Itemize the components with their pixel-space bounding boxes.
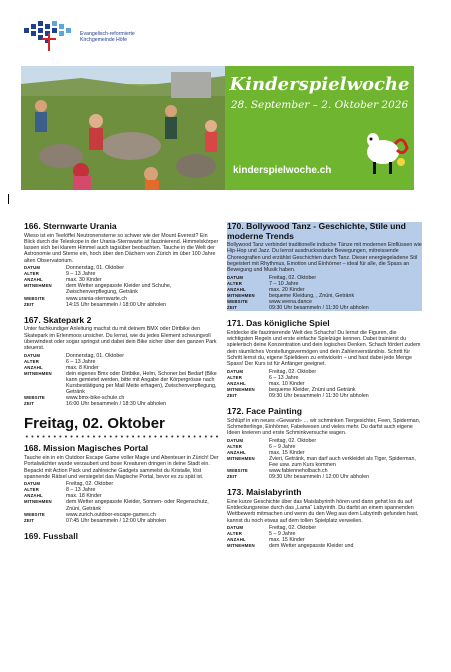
event-title: 166. Sternwarte Urania	[24, 221, 117, 231]
website-link[interactable]: www.zurich.outdoor-escape-games.ch	[66, 511, 156, 518]
detail-row: ANZAHL max. 20 Kinder	[227, 287, 422, 293]
day-heading: Freitag, 02. Oktober	[24, 415, 165, 433]
right-column	[227, 222, 422, 557]
event-description: Schlüpf in ein neues «Gewand» … wir schminken Tiergesichter, Feen, Spiderman, Schmetterlinge, Einhörner, Fabelwesen und vieles mehr. Du darfst auch eigene Ideen kreieren und erste Schminkversuche wagen.	[227, 417, 421, 437]
website-link[interactable]: www.bmx-bike-schule.ch	[66, 395, 125, 402]
detail-row: WEBSITE www.veena.dance	[227, 299, 422, 305]
event-title: 171. Das königliche Spiel	[227, 318, 330, 329]
detail-row: ALTER 6 – 9 Jahre	[227, 443, 296, 450]
event-168	[24, 444, 219, 523]
banner	[21, 66, 414, 190]
banner-url[interactable]: kinderspielwoche.ch	[233, 165, 332, 176]
website-link[interactable]: www.veena.dance	[269, 299, 312, 306]
detail-row: WEBSITE www.urania-sternwarte.ch	[24, 296, 219, 302]
detail-row: ZEIT 14:15 Uhr besammeln / 18:00 Uhr abholen	[24, 301, 167, 308]
detail-row: DATUM Donnerstag, 01. Oktober	[24, 352, 125, 359]
detail-row: ANZAHL max. 18 Kinder	[24, 493, 102, 500]
detail-row: ZEIT 09:30 Uhr besammeln / 12:00 Uhr abholen	[227, 474, 370, 481]
banner-dates: 28. September – 2. Oktober 2026	[230, 99, 409, 111]
detail-row: MITNEHMEN dem Wetter angepasste Kleider und Schuhe, Zwischenverpflegung, Getränk	[24, 283, 172, 296]
children-with-goats-photo	[21, 66, 225, 190]
event-title: 172. Face Painting	[227, 406, 302, 417]
detail-row: DATUM Freitag, 02. Oktober	[227, 275, 422, 281]
dotted-divider	[24, 435, 219, 438]
event-description: Eine kurze Geschichte über das Maislabyrinth hören und dann gehst los du auf Entdeckungsreise durch das „Lama“ Labyrinth. Du darfst an einem spannenden Wettbewerb mitmachen und wenn du den Weg aus dem Labyrinth gefunden hast, kannst du noch etwas auf dem tollen Spielplatz verweilen.	[227, 498, 419, 524]
detail-row: WEBSITE www.fabienneholbach.ch	[227, 468, 422, 474]
left-column	[24, 221, 219, 541]
detail-row: MITNEHMEN dein eigenes Bmx oder Dirtbike, Helm, Schoner bei Bedarf (Bike kann gemietet werden, bitte mit Angabe der Körpergrösse nach Kursbestätigung per Mail Meite erfragen), Zwischenverpflegung, Getränk	[24, 370, 217, 396]
detail-row: MITNEHMEN dem Wetter angepasste Kleider und	[227, 543, 354, 550]
detail-row: ALTER 5 – 9 Jahre	[227, 531, 296, 538]
detail-row: ANZAHL max. 30 Kinder	[24, 277, 102, 284]
detail-row: ALTER 9 – 13 Jahre	[24, 271, 96, 278]
banner-title: Kinderspielwoche	[229, 74, 410, 95]
detail-row: MITNEHMEN Zvieri, Getränk, man darf auch verkleidet als Tiger, Spiderman, Fee usw. zum Kurs kommen	[227, 455, 416, 468]
detail-row: ANZAHL max. 15 Kinder	[227, 537, 305, 544]
detail-row: ZEIT 16:00 Uhr besammeln / 18:30 Uhr abholen	[24, 401, 167, 408]
detail-row: ZEIT 07:45 Uhr besammeln / 12:00 Uhr abholen	[24, 517, 167, 524]
text-cursor	[8, 194, 9, 204]
event-description: Tauche ein in ein Outdoor Escape Game voller Magie und Abenteuer in Zürich! Der Portalwächter wurde verzaubert und bose Kreaturen dringen in deine Stadt ein. Bepackt mit Action Pack und zahlreiche Gadgets sammelst du Kristalle, löst spannende Rätsel und versiegelst das Magische Portal, bevor es zu spät ist.	[24, 454, 219, 480]
event-170-selected[interactable]	[227, 222, 422, 311]
detail-row: ANZAHL max. 15 Kinder	[227, 449, 305, 456]
detail-row: DATUM Donnerstag, 01. Oktober	[24, 265, 125, 272]
event-description: Bollywood Tanz verbindet traditionelle indische Tänze mit modernen Einflüssen wie Hip-Hop und Jazz. Du lernst ausdrucksstarke Bewegungen, mitreissende Choreografien und erzählst Geschichten durch Tanz. Dieser energiegeladene Stil begeistert mit Rhythmus, Emotion und Einhörner – ideal für alle, die Spass an Bewegung und Musik haben.	[227, 242, 422, 274]
event-167	[24, 316, 219, 408]
detail-row: ZEIT 09:30 Uhr besammeln / 11:30 Uhr abholen	[227, 392, 369, 399]
detail-row: ALTER 7 – 10 Jahre	[227, 281, 422, 287]
detail-row: ALTER 8 – 13 Jahre	[24, 487, 96, 494]
sheep-mascot-icon	[361, 122, 411, 180]
detail-row: ANZAHL max. 8 Kinder	[24, 364, 99, 371]
detail-row: DATUM Freitag, 02. Oktober	[227, 525, 317, 531]
event-166	[24, 222, 219, 308]
detail-row: WEBSITE www.bmx-bike-schule.ch	[24, 395, 219, 401]
detail-row: ANZAHL max. 10 Kinder	[227, 380, 305, 387]
event-title: 167. Skatepark 2	[24, 314, 92, 325]
detail-row: DATUM Freitag, 02. Oktober	[24, 481, 114, 488]
detail-row: DATUM Freitag, 02. Oktober	[227, 368, 317, 375]
event-title: 168. Mission Magisches Portal	[24, 443, 149, 454]
church-logo-icon	[22, 18, 72, 52]
organisation-name: Evangelisch-reformierte Kirchgemeinde Höfe	[80, 31, 135, 44]
banner-green-panel	[225, 66, 414, 190]
event-171	[227, 319, 422, 399]
detail-row: WEBSITE www.zurich.outdoor-escape-games.ch	[24, 512, 219, 518]
event-description: Unter fachkundiger Anleitung machst du mit deinem BMX oder Dirtbike den Skatepark im Erlenmoos unsicher. Du lernst, wie du jedes Element schwungvoll überwindest oder sogar springst und dabei dein Bike sicher über den ganzen Park steuerst.	[24, 326, 217, 352]
event-173	[227, 488, 422, 549]
detail-row: DATUM Freitag, 02. Oktober	[227, 437, 317, 444]
event-title: 169. Fussball	[24, 530, 78, 541]
event-172	[227, 407, 422, 480]
website-link[interactable]: www.fabienneholbach.ch	[269, 468, 328, 475]
event-description: Entdecke die faszinierende Welt des Schachs! Du lernst die Figuren, die wichtigsten Regeln und erste einfache Spielzüge kennen. Dabei trainierst du spielerisch deine Konzentration und dein logisches Denken. Schach fördert zudem dein räumliches Vorstellungsvermögen und dein Zahlenverständnis. Schritt für Schritt lernst du, eigene Spielideen zu entwickeln – und hast dabei jede Menge Spass! Der Kurs ist für Anfänger geeignet.	[227, 329, 421, 368]
detail-row: MITNEHMEN bequeme Kleidung, , Znüni, Getränk	[227, 293, 422, 299]
detail-row: ZEIT 09:30 Uhr besammeln / 11:30 Uhr abholen	[227, 305, 422, 311]
event-title: 170. Bollywood Tanz - Geschichte, Stile und moderne Trends	[227, 222, 422, 241]
event-title: 173. Maislabyrinth	[227, 487, 302, 498]
detail-row: ALTER 6 – 13 Jahre	[24, 358, 96, 365]
detail-row: MITNEHMEN bequeme Kleider, Znüni und Getränk	[227, 386, 356, 393]
detail-row: ALTER 6 – 13 Jahre	[227, 374, 299, 381]
event-description: Wieso ist ein Teelöffel Neutronensterne so schwer wie der Mount Everest? Ein Blick durch die Teleskope in der Urania-Sternwarte ist faszinierend. Himmelskörper lassen sich bei klarem Himmel auch tagsüber beobachten. Tauche in die Welt der Astronomie und Sterne ein, hoch über den Dächern von Zürich im über 100 Jahre alten Observatorium.	[24, 232, 219, 264]
website-link[interactable]: www.urania-sternwarte.ch	[66, 295, 127, 302]
event-169-partial	[24, 530, 219, 541]
detail-row: MITNEHMEN dem Wetter angepasste Kleider, Sonnen- oder Regenschutz, Znüni, Getränk	[24, 499, 209, 512]
